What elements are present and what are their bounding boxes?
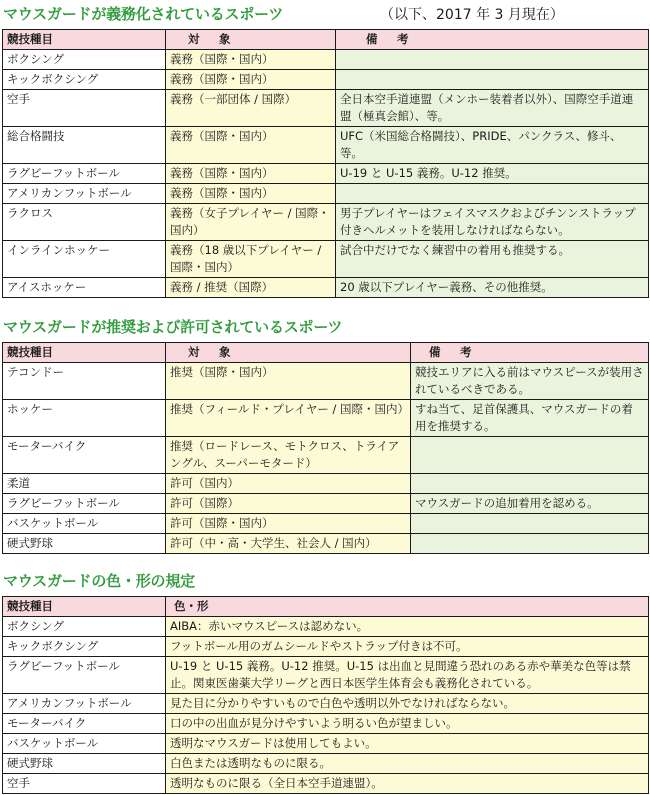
remarks-cell bbox=[336, 50, 649, 70]
table-row bbox=[3, 400, 649, 437]
sport-cell: 空手 bbox=[3, 90, 166, 127]
remarks-cell: 20 歳以下プレイヤー義務、その他推奨。 bbox=[336, 278, 649, 298]
rule-cell: 白色または透明なものに限る。 bbox=[166, 754, 649, 774]
sport-cell: 硬式野球 bbox=[3, 534, 166, 554]
table-row bbox=[3, 474, 649, 494]
sport-cell: アイスホッケー bbox=[3, 278, 166, 298]
table-header-row bbox=[3, 597, 649, 617]
table-row bbox=[3, 714, 649, 734]
sport-cell: テコンドー bbox=[3, 363, 166, 400]
sport-cell: 空手 bbox=[3, 774, 166, 794]
target-cell: 義務（女子プレイヤー / 国際・国内） bbox=[166, 204, 336, 241]
recommended-table bbox=[2, 342, 649, 554]
header-remarks: 備 考 bbox=[411, 343, 649, 363]
target-cell: 義務（一部団体 / 国際） bbox=[166, 90, 336, 127]
target-cell: 推奨（国際・国内） bbox=[166, 363, 411, 400]
target-cell: 許可（国際） bbox=[166, 494, 411, 514]
target-cell: 義務（国際・国内） bbox=[166, 127, 336, 164]
remarks-cell: 男子プレイヤーはフェイスマスクおよびチンンストラップ付きヘルメットを装用しなければならない。 bbox=[336, 204, 649, 241]
rule-cell: 見た目に分かりやすいもので白色や透明以外でなければならない。 bbox=[166, 694, 649, 714]
remarks-cell bbox=[336, 70, 649, 90]
table-row bbox=[3, 127, 649, 164]
table-row bbox=[3, 657, 649, 694]
target-cell: 許可（国内） bbox=[166, 474, 411, 494]
sport-cell: ラグビーフットボール bbox=[3, 494, 166, 514]
target-cell: 義務（国際・国内） bbox=[166, 50, 336, 70]
table-row bbox=[3, 278, 649, 298]
table-row bbox=[3, 363, 649, 400]
target-cell: 推奨（ロードレース、モトクロス、トライアングル、スーパーモタード） bbox=[166, 437, 411, 474]
header-sport: 競技種目 bbox=[3, 343, 166, 363]
table-row bbox=[3, 514, 649, 534]
date-note: （以下、2017 年 3 月現在） bbox=[380, 7, 564, 23]
header-remarks: 備 考 bbox=[336, 30, 649, 50]
header-sport: 競技種目 bbox=[3, 597, 166, 617]
sport-cell: アメリカンフットボール bbox=[3, 694, 166, 714]
mandatory-table bbox=[2, 29, 649, 298]
remarks-cell: 全日本空手道連盟（メンホー装着者以外）、国際空手道連盟（極真会館）、等。 bbox=[336, 90, 649, 127]
rule-cell: 透明なマウスガードは使用してもよい。 bbox=[166, 734, 649, 754]
remarks-cell bbox=[411, 437, 649, 474]
sport-cell: キックボクシング bbox=[3, 637, 166, 657]
remarks-cell: 競技エリアに入る前はマウスピースが装用されているべきである。 bbox=[411, 363, 649, 400]
table-row bbox=[3, 534, 649, 554]
sport-cell: ホッケー bbox=[3, 400, 166, 437]
remarks-cell: U-19 と U-15 義務。U-12 推奨。 bbox=[336, 164, 649, 184]
sport-cell: アメリカンフットボール bbox=[3, 184, 166, 204]
sport-cell: モーターバイク bbox=[3, 714, 166, 734]
rule-cell: 透明なものに限る（全日本空手道連盟）。 bbox=[166, 774, 649, 794]
section3-title: マウスガードの色・形の規定 bbox=[3, 572, 195, 590]
table-row bbox=[3, 164, 649, 184]
sport-cell: インラインホッケー bbox=[3, 241, 166, 278]
table-row bbox=[3, 50, 649, 70]
table-header-row bbox=[3, 343, 649, 363]
table-row bbox=[3, 241, 649, 278]
sport-cell: 硬式野球 bbox=[3, 754, 166, 774]
remarks-cell bbox=[411, 514, 649, 534]
remarks-cell: 試合中だけでなく練習中の着用も推奨する。 bbox=[336, 241, 649, 278]
header-target: 対 象 bbox=[166, 343, 411, 363]
target-cell: 許可（国際・国内） bbox=[166, 514, 411, 534]
remarks-cell bbox=[411, 474, 649, 494]
sport-cell: ラクロス bbox=[3, 204, 166, 241]
target-cell: 許可（中・高・大学生、社会人 / 国内） bbox=[166, 534, 411, 554]
sport-cell: モーターバイク bbox=[3, 437, 166, 474]
table-row bbox=[3, 694, 649, 714]
remarks-cell: すね当て、足首保護具、マウスガードの着用を推奨する。 bbox=[411, 400, 649, 437]
table-row bbox=[3, 184, 649, 204]
target-cell: 義務（国際・国内） bbox=[166, 70, 336, 90]
table-row bbox=[3, 734, 649, 754]
header-color-shape: 色・形 bbox=[166, 597, 649, 617]
remarks-cell bbox=[411, 534, 649, 554]
target-cell: 義務（国際・国内） bbox=[166, 164, 336, 184]
rule-cell: フットボール用のガムシールドやストラップ付きは不可。 bbox=[166, 637, 649, 657]
rule-cell: AIBA：赤いマウスピースは認めない。 bbox=[166, 617, 649, 637]
table-row bbox=[3, 637, 649, 657]
rule-cell: 口の中の出血が見分けやすいよう明るい色が望ましい。 bbox=[166, 714, 649, 734]
table-row bbox=[3, 437, 649, 474]
table-row bbox=[3, 70, 649, 90]
sport-cell: バスケットボール bbox=[3, 734, 166, 754]
sport-cell: ラグビーフットボール bbox=[3, 164, 166, 184]
table-row bbox=[3, 774, 649, 794]
table-header-row bbox=[3, 30, 649, 50]
section2-title: マウスガードが推奨および許可されているスポーツ bbox=[3, 318, 343, 336]
sport-cell: ボクシング bbox=[3, 50, 166, 70]
table-row bbox=[3, 494, 649, 514]
color-shape-table bbox=[2, 596, 649, 794]
target-cell: 義務（18 歳以下プレイヤー / 国際・国内） bbox=[166, 241, 336, 278]
sport-cell: ラグビーフットボール bbox=[3, 657, 166, 694]
remarks-cell bbox=[336, 184, 649, 204]
table-row bbox=[3, 90, 649, 127]
rule-cell: U-19 と U-15 義務。U-12 推奨。U-15 は出血と見間違う恐れのある赤や華美な色等は禁止。関東医歯薬大学リーグと西日本医学生体育会も義務化されている。 bbox=[166, 657, 649, 694]
sport-cell: ボクシング bbox=[3, 617, 166, 637]
header-sport: 競技種目 bbox=[3, 30, 166, 50]
target-cell: 義務 / 推奨（国際） bbox=[166, 278, 336, 298]
sport-cell: バスケットボール bbox=[3, 514, 166, 534]
sport-cell: 総合格闘技 bbox=[3, 127, 166, 164]
target-cell: 義務（国際・国内） bbox=[166, 184, 336, 204]
sport-cell: 柔道 bbox=[3, 474, 166, 494]
target-cell: 推奨（フィールド・プレイヤー / 国際・国内） bbox=[166, 400, 411, 437]
section1-title: マウスガードが義務化されているスポーツ bbox=[3, 5, 284, 23]
remarks-cell: UFC（米国総合格闘技）、PRIDE、パンクラス、修斗、等。 bbox=[336, 127, 649, 164]
sport-cell: キックボクシング bbox=[3, 70, 166, 90]
table-row bbox=[3, 754, 649, 774]
remarks-cell: マウスガードの追加着用を認める。 bbox=[411, 494, 649, 514]
table-row bbox=[3, 204, 649, 241]
table-row bbox=[3, 617, 649, 637]
header-target: 対 象 bbox=[166, 30, 336, 50]
